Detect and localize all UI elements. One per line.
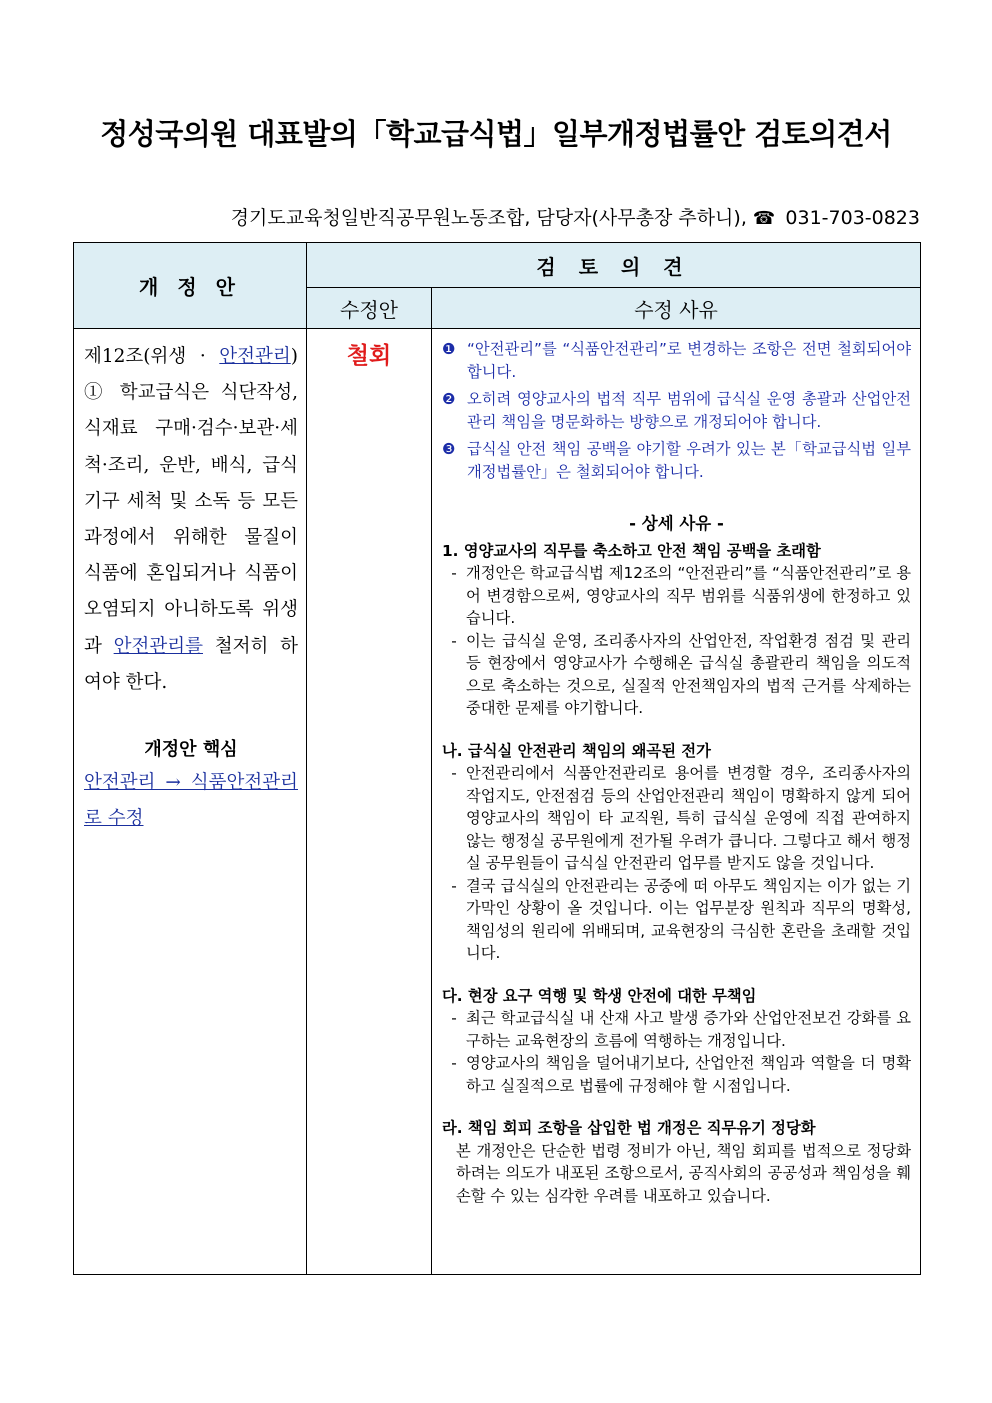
amendment-cell	[74, 329, 307, 1275]
phone-number: 031-703-0823	[785, 207, 920, 229]
revision-withdraw: 철회	[346, 343, 392, 369]
list-item-text: 안전관리에서 식품안전관리로 용어를 변경할 경우, 조리종사자의 작업지도, 안전점검 등의 산업안전관리 책임이 명확하지 않게 되어 영양교사의 책임이 타 교직원, 특히 급식실 운영에 직접 관여하지 않는 행정실 공무원에게 전가될 우려가 큽니다. 그렇다고 해서 행정실 공무원들이 급식실 안전관리 업무를 받지도 않을 것입니다.	[466, 764, 912, 872]
org-name: 경기도교육청일반직공무원노동조합, 담당자(사무총장 추하니),	[230, 207, 747, 229]
point-item	[442, 438, 911, 483]
header-review-label: 검 토 의 견	[536, 254, 691, 279]
point-item	[442, 338, 911, 383]
law-underlined-term-1: 안전관리	[219, 346, 291, 367]
list-item-text: 영양교사의 책임을 덜어내기보다, 산업안전 책임과 역할을 더 명확하고 실질적으로 법률에 규정해야 할 시점입니다.	[466, 1054, 912, 1095]
header-revision-label: 수정안	[340, 297, 398, 322]
dash-bullet: -	[451, 1054, 457, 1072]
list-item-text: 최근 학교급식실 내 산재 사고 발생 증가와 산업안전보건 강화를 요구하는 교육현장의 흐름에 역행하는 개정입니다.	[466, 1009, 912, 1050]
point-number-icon: ❶	[442, 340, 456, 358]
dash-bullet: -	[451, 631, 457, 650]
list-item	[442, 875, 911, 965]
section-heading: 1. 영양교사의 직무를 축소하고 안전 책임 공백을 초래함	[442, 541, 821, 560]
point-number-icon: ❸	[442, 440, 456, 458]
point-item	[442, 388, 911, 433]
dash-bullet: -	[451, 764, 457, 782]
dash-bullet: -	[451, 876, 457, 895]
list-item-text: 이는 급식실 운영, 조리종사자의 산업안전, 작업환경 점검 및 관리 등 현장에서 영양교사가 수행해온 급식실 총괄관리 책임을 의도적으로 축소하는 것으로, 실질적 안전책임자의 법적 근거를 삭제하는 중대한 문제를 야기합니다.	[466, 631, 912, 717]
list-item	[442, 562, 911, 630]
point-text: “안전관리”를 “식품안전관리”로 변경하는 조항은 전면 철회되어야 합니다.	[467, 340, 912, 381]
dash-bullet: -	[451, 564, 457, 582]
section-heading: 나. 급식실 안전관리 책임의 왜곡된 전가	[442, 741, 711, 760]
list-item	[442, 762, 911, 875]
law-underlined-term-2: 안전관리를	[113, 635, 203, 657]
list-item-text: 개정안은 학교급식법 제12조의 “안전관리”를 “식품안전관리”로 용어 변경함으로써, 영양교사의 직무 범위를 식품위생에 한정하고 있습니다.	[466, 564, 912, 627]
law-prefix: 제12조(위생 ·	[84, 346, 220, 367]
law-suffix: 철저히 하여야 한다.	[84, 635, 298, 693]
section-paragraph: 본 개정안은 단순한 법령 정비가 아닌, 책임 회피를 법적으로 정당화하려는 의도가 내포된 조항으로서, 공직사회의 공공성과 책임성을 훼손할 수 있는 심각한 우려를 내포하고 있습니다.	[456, 1141, 912, 1205]
author-line	[231, 203, 920, 230]
reason-cell	[432, 329, 921, 1275]
header-amendment	[74, 243, 307, 329]
list-item-text: 결국 급식실의 안전관리는 공중에 떠 아무도 책임지는 이가 없는 기가막인 상황이 올 것입니다. 이는 업무분장 원칙과 직무의 명확성, 책임성의 원리에 위배되며, 교육현장의 극심한 혼란을 초래할 것입니다.	[466, 876, 912, 962]
header-amendment-label: 개 정 안	[139, 275, 241, 299]
law-article	[84, 339, 298, 701]
header-reason-label: 수정 사유	[634, 297, 718, 322]
document-title: 정성국의원 대표발의「학교급식법」일부개정법률안 검토의견서	[100, 117, 892, 151]
header-reason	[432, 288, 921, 329]
core-heading: 개정안 핵심	[144, 739, 238, 761]
detail-title: - 상세 사유 -	[629, 514, 724, 533]
list-item	[442, 1007, 911, 1052]
section-heading: 라. 책임 회피 조항을 삽입한 법 개정은 직무유기 정당화	[442, 1119, 816, 1137]
phone-icon: ☎	[752, 208, 776, 229]
point-number-icon: ❷	[442, 390, 456, 408]
review-table	[73, 242, 921, 1275]
header-revision	[307, 288, 432, 329]
point-text: 오히려 영양교사의 법적 직무 범위에 급식실 운영 총괄과 산업안전 관리 책임을 명문화하는 방향으로 개정되어야 합니다.	[467, 390, 912, 431]
core-text: 안전관리 → 식품안전관리로 수정	[84, 772, 298, 830]
law-body: ) ① 학교급식은 식단작성, 식재료 구매·검수·보관·세척·조리, 운반, 배식, 급식기구 세척 및 소독 등 모든 과정에서 위해한 물질이 식품에 혼입되거나 식품이 오염되지 아니하도록 위생과	[84, 346, 298, 657]
header-review	[307, 243, 921, 288]
section-heading: 다. 현장 요구 역행 및 학생 안전에 대한 무책임	[442, 986, 757, 1005]
list-item	[442, 1052, 911, 1097]
point-text: 급식실 안전 책임 공백을 야기할 우려가 있는 본「학교급식법 일부개정법률안」은 철회되어야 합니다.	[467, 440, 912, 481]
list-item	[442, 630, 911, 720]
dash-bullet: -	[451, 1009, 457, 1027]
revision-cell	[307, 329, 432, 1275]
